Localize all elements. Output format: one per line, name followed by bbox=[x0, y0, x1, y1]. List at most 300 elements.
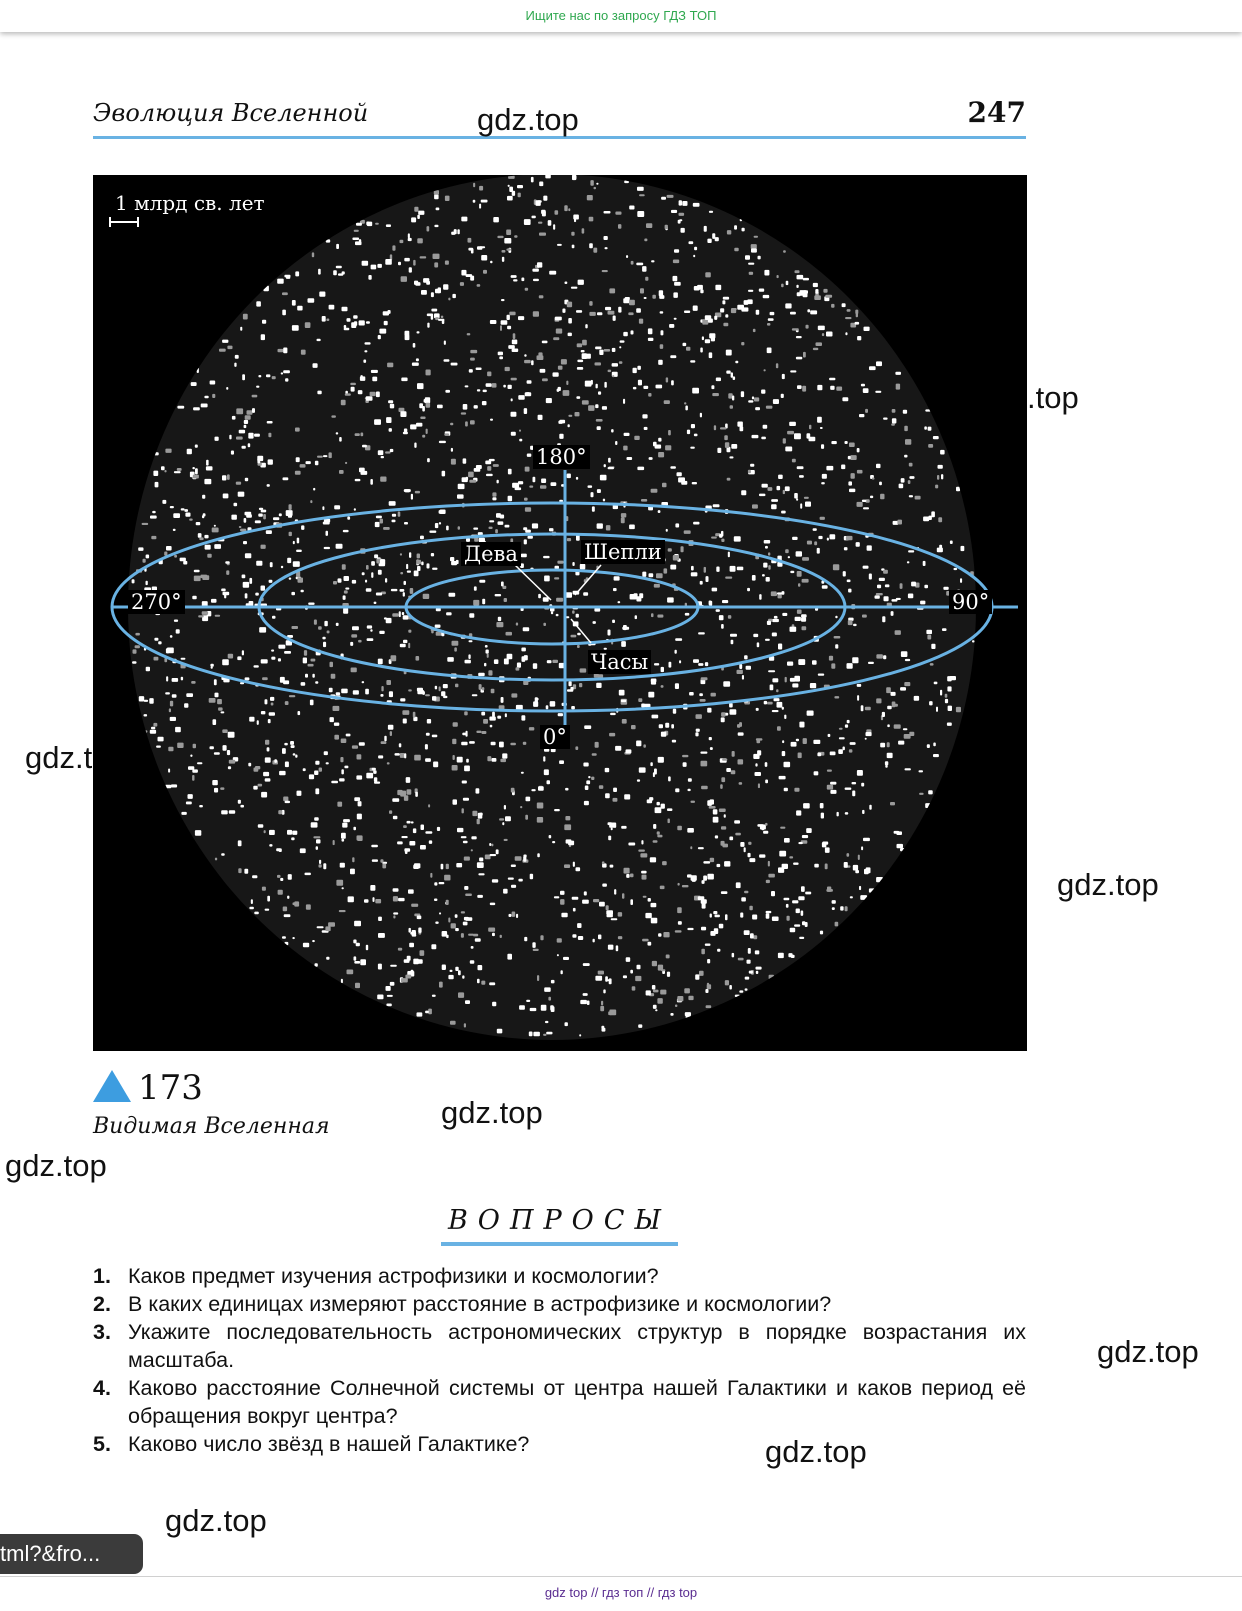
galaxy-dot bbox=[462, 781, 467, 784]
galaxy-dot bbox=[521, 278, 524, 282]
galaxy-dot bbox=[142, 523, 149, 525]
galaxy-dot bbox=[835, 644, 838, 648]
galaxy-dot bbox=[483, 719, 488, 724]
galaxy-dot bbox=[352, 238, 359, 241]
galaxy-dot bbox=[711, 537, 717, 539]
galaxy-dot bbox=[378, 659, 383, 665]
galaxy-dot bbox=[876, 877, 882, 882]
galaxy-dot bbox=[297, 306, 302, 311]
galaxy-dot bbox=[719, 615, 724, 620]
galaxy-dot bbox=[401, 836, 407, 838]
galaxy-dot bbox=[403, 592, 405, 597]
galaxy-dot bbox=[557, 244, 562, 246]
galaxy-dot bbox=[850, 896, 853, 898]
galaxy-dot bbox=[457, 828, 463, 832]
galaxy-dot bbox=[674, 249, 679, 253]
galaxy-dot bbox=[199, 805, 203, 807]
galaxy-dot bbox=[423, 594, 430, 599]
galaxy-dot bbox=[584, 725, 591, 729]
galaxy-dot bbox=[856, 542, 860, 547]
galaxy-dot bbox=[389, 691, 393, 697]
galaxy-dot bbox=[439, 441, 446, 443]
galaxy-dot bbox=[723, 323, 728, 327]
galaxy-dot bbox=[401, 978, 408, 982]
galaxy-dot bbox=[731, 309, 736, 313]
galaxy-dot bbox=[479, 684, 482, 690]
galaxy-dot bbox=[437, 405, 443, 409]
galaxy-dot bbox=[608, 311, 615, 315]
galaxy-dot bbox=[919, 793, 924, 795]
questions-heading: ВОПРОСЫ bbox=[441, 1205, 678, 1246]
galaxy-dot bbox=[726, 371, 730, 374]
galaxy-dot bbox=[857, 448, 860, 452]
galaxy-dot bbox=[662, 483, 667, 488]
galaxy-dot bbox=[698, 896, 705, 900]
galaxy-dot bbox=[802, 626, 807, 630]
galaxy-dot bbox=[464, 711, 468, 715]
questions-list bbox=[93, 1262, 1026, 1458]
galaxy-dot bbox=[443, 284, 448, 290]
galaxy-dot bbox=[384, 321, 388, 325]
galaxy-dot bbox=[614, 889, 616, 895]
galaxy-dot bbox=[164, 470, 166, 472]
galaxy-dot bbox=[492, 492, 496, 496]
galaxy-dot bbox=[738, 958, 744, 961]
galaxy-dot bbox=[870, 496, 873, 499]
galaxy-dot bbox=[470, 960, 475, 963]
galaxy-dot bbox=[345, 393, 351, 395]
galaxy-dot bbox=[876, 361, 882, 366]
galaxy-dot bbox=[559, 420, 565, 424]
galaxy-dot bbox=[341, 739, 347, 744]
galaxy-dot bbox=[505, 816, 511, 821]
galaxy-dot bbox=[393, 912, 398, 914]
galaxy-dot bbox=[821, 482, 825, 484]
galaxy-dot bbox=[386, 1004, 391, 1007]
galaxy-dot bbox=[185, 513, 190, 517]
galaxy-dot bbox=[540, 369, 546, 373]
galaxy-dot bbox=[512, 191, 515, 196]
galaxy-dot bbox=[748, 948, 751, 954]
galaxy-dot bbox=[839, 728, 843, 730]
galaxy-dot bbox=[768, 318, 774, 321]
galaxy-dot bbox=[439, 882, 445, 884]
galaxy-dot bbox=[798, 842, 802, 844]
galaxy-dot bbox=[248, 763, 251, 767]
galaxy-dot bbox=[270, 562, 273, 567]
galaxy-dot bbox=[940, 690, 942, 696]
galaxy-dot bbox=[263, 772, 269, 776]
galaxy-dot bbox=[656, 385, 663, 389]
galaxy-dot bbox=[593, 899, 599, 902]
galaxy-dot bbox=[193, 407, 200, 410]
galaxy-dot bbox=[221, 589, 226, 592]
galaxy-dot bbox=[827, 538, 829, 541]
galaxy-dot bbox=[168, 747, 173, 751]
galaxy-dot bbox=[928, 516, 932, 520]
galaxy-dot bbox=[444, 875, 450, 881]
galaxy-dot bbox=[390, 449, 394, 452]
galaxy-dot bbox=[532, 942, 535, 948]
galaxy-dot bbox=[289, 578, 292, 580]
galaxy-dot bbox=[847, 853, 850, 857]
galaxy-dot bbox=[493, 464, 499, 467]
galaxy-dot bbox=[461, 933, 464, 938]
galaxy-dot bbox=[508, 469, 512, 475]
galaxy-dot bbox=[399, 611, 401, 617]
galaxy-dot bbox=[236, 437, 243, 440]
galaxy-dot bbox=[559, 760, 564, 764]
galaxy-dot bbox=[261, 510, 267, 513]
galaxy-dot bbox=[426, 733, 430, 736]
galaxy-dot bbox=[650, 762, 652, 766]
galaxy-dot bbox=[561, 359, 567, 364]
galaxy-dot bbox=[903, 728, 908, 730]
galaxy-dot bbox=[456, 560, 459, 564]
galaxy-dot bbox=[643, 896, 647, 898]
galaxy-dot bbox=[790, 312, 796, 315]
url-chip[interactable]: tml?&fro... bbox=[0, 1534, 143, 1574]
galaxy-dot bbox=[500, 759, 506, 762]
galaxy-dot bbox=[882, 616, 885, 622]
galaxy-dot bbox=[675, 638, 682, 641]
galaxy-dot bbox=[713, 504, 720, 507]
galaxy-dot bbox=[226, 387, 228, 390]
galaxy-dot bbox=[326, 319, 329, 322]
galaxy-dot bbox=[334, 723, 339, 726]
galaxy-dot bbox=[330, 717, 334, 722]
galaxy-dot bbox=[891, 423, 895, 425]
galaxy-dot bbox=[748, 290, 753, 292]
galaxy-dot bbox=[217, 699, 222, 704]
galaxy-dot bbox=[442, 965, 446, 971]
galaxy-dot bbox=[210, 381, 216, 385]
galaxy-dot bbox=[477, 284, 481, 287]
galaxy-dot bbox=[346, 734, 351, 737]
galaxy-dot bbox=[721, 712, 725, 716]
galaxy-dot bbox=[311, 822, 318, 827]
galaxy-dot bbox=[425, 1011, 429, 1014]
galaxy-dot bbox=[400, 572, 403, 574]
galaxy-dot bbox=[675, 523, 679, 527]
galaxy-dot bbox=[758, 256, 761, 260]
galaxy-dot bbox=[663, 932, 669, 937]
question-2 bbox=[93, 1290, 1026, 1318]
galaxy-dot bbox=[256, 301, 261, 306]
galaxy-dot bbox=[725, 442, 729, 448]
galaxy-dot bbox=[174, 471, 181, 473]
galaxy-dot bbox=[787, 916, 790, 921]
galaxy-dot bbox=[869, 366, 876, 370]
galaxy-dot bbox=[374, 777, 377, 782]
galaxy-dot bbox=[763, 831, 768, 834]
galaxy-dot bbox=[404, 522, 408, 525]
galaxy-dot bbox=[709, 601, 712, 606]
galaxy-dot bbox=[923, 517, 929, 522]
galaxy-dot bbox=[790, 627, 797, 632]
galaxy-dot bbox=[341, 400, 346, 406]
galaxy-dot bbox=[924, 585, 928, 589]
galaxy-dot bbox=[400, 644, 406, 647]
galaxy-dot bbox=[461, 412, 466, 414]
galaxy-dot bbox=[511, 412, 517, 417]
galaxy-dot bbox=[488, 928, 495, 932]
galaxy-dot bbox=[199, 537, 203, 540]
galaxy-dot bbox=[192, 769, 198, 772]
galaxy-dot bbox=[152, 511, 156, 513]
galaxy-dot bbox=[568, 424, 570, 427]
galaxy-dot bbox=[549, 271, 556, 275]
galaxy-dot bbox=[624, 446, 626, 448]
galaxy-dot bbox=[557, 389, 560, 392]
galaxy-dot bbox=[506, 249, 511, 251]
galaxy-dot bbox=[735, 361, 738, 363]
watermark: gdz.top bbox=[1097, 1334, 1199, 1369]
galaxy-dot bbox=[139, 696, 144, 701]
galaxy-dot bbox=[855, 870, 859, 873]
galaxy-dot bbox=[482, 401, 487, 405]
galaxy-dot bbox=[192, 775, 194, 781]
galaxy-dot bbox=[378, 933, 385, 938]
galaxy-dot bbox=[701, 761, 708, 767]
galaxy-dot bbox=[898, 741, 904, 745]
galaxy-dot bbox=[283, 680, 289, 684]
galaxy-dot bbox=[513, 279, 517, 281]
galaxy-dot bbox=[954, 568, 958, 570]
galaxy-dot bbox=[630, 970, 633, 974]
bottom-bar bbox=[0, 1576, 1242, 1611]
galaxy-dot bbox=[441, 316, 444, 318]
galaxy-dot bbox=[770, 685, 774, 691]
galaxy-dot bbox=[653, 824, 656, 829]
galaxy-dot bbox=[670, 355, 676, 358]
galaxy-dot bbox=[385, 578, 387, 583]
galaxy-dot bbox=[461, 217, 467, 222]
galaxy-dot bbox=[312, 940, 315, 942]
galaxy-dot bbox=[538, 352, 542, 357]
galaxy-dot bbox=[512, 483, 519, 488]
galaxy-dot bbox=[283, 907, 287, 912]
galaxy-dot bbox=[428, 804, 430, 807]
galaxy-dot bbox=[639, 767, 646, 772]
galaxy-dot bbox=[766, 880, 770, 883]
galaxy-dot bbox=[490, 419, 493, 421]
galaxy-dot bbox=[384, 736, 386, 742]
galaxy-dot bbox=[206, 460, 209, 466]
galaxy-dot bbox=[765, 823, 767, 826]
galaxy-dot bbox=[926, 630, 932, 634]
galaxy-dot bbox=[634, 436, 639, 440]
galaxy-dot bbox=[807, 711, 814, 716]
galaxy-dot bbox=[746, 666, 751, 670]
galaxy-dot bbox=[849, 749, 853, 752]
galaxy-dot bbox=[496, 622, 503, 627]
galaxy-dot bbox=[684, 402, 686, 404]
galaxy-dot bbox=[645, 277, 648, 281]
galaxy-dot bbox=[244, 869, 248, 874]
galaxy-dot bbox=[426, 429, 428, 434]
galaxy-dot bbox=[529, 1032, 533, 1037]
galaxy-dot bbox=[441, 864, 444, 870]
galaxy-dot bbox=[360, 376, 365, 381]
galaxy-dot bbox=[390, 731, 392, 736]
galaxy-dot bbox=[552, 841, 555, 843]
galaxy-dot bbox=[458, 970, 461, 975]
galaxy-dot bbox=[611, 429, 614, 432]
galaxy-dot bbox=[778, 595, 782, 599]
galaxy-dot bbox=[794, 493, 798, 499]
galaxy-dot bbox=[865, 707, 871, 711]
galaxy-dot bbox=[896, 831, 902, 835]
galaxy-dot bbox=[638, 1024, 642, 1028]
galaxy-dot bbox=[814, 541, 817, 545]
galaxy-dot bbox=[244, 420, 248, 424]
galaxy-dot bbox=[507, 654, 513, 660]
galaxy-dot bbox=[597, 489, 601, 493]
galaxy-dot bbox=[435, 922, 438, 924]
galaxy-dot bbox=[425, 694, 430, 696]
galaxy-dot bbox=[289, 695, 295, 697]
galaxy-dot bbox=[583, 592, 588, 596]
galaxy-dot bbox=[728, 615, 731, 619]
galaxy-dot bbox=[585, 786, 589, 791]
galaxy-dot bbox=[366, 945, 368, 951]
galaxy-dot bbox=[584, 801, 589, 805]
galaxy-dot bbox=[212, 780, 218, 785]
galaxy-dot bbox=[484, 663, 486, 667]
galaxy-dot bbox=[700, 752, 707, 754]
galaxy-dot bbox=[265, 757, 271, 762]
galaxy-dot bbox=[284, 914, 291, 917]
galaxy-dot bbox=[557, 954, 559, 956]
galaxy-dot bbox=[463, 922, 468, 926]
galaxy-dot bbox=[426, 370, 431, 376]
galaxy-dot bbox=[354, 921, 361, 926]
galaxy-dot bbox=[479, 204, 481, 209]
galaxy-dot bbox=[283, 477, 289, 480]
galaxy-dot bbox=[525, 288, 528, 291]
figure-marker-icon bbox=[93, 1070, 131, 1102]
galaxy-dot bbox=[623, 332, 628, 336]
galaxy-dot bbox=[551, 1006, 555, 1012]
galaxy-dot bbox=[371, 845, 378, 847]
galaxy-dot bbox=[794, 433, 801, 439]
galaxy-dot bbox=[734, 820, 740, 823]
bottom-links[interactable]: gdz top // гдз топ // гдз top bbox=[544, 1585, 698, 1600]
galaxy-dot bbox=[366, 396, 373, 401]
galaxy-dot bbox=[572, 562, 574, 566]
galaxy-dot bbox=[483, 270, 487, 274]
galaxy-dot bbox=[161, 466, 165, 470]
galaxy-dot bbox=[317, 339, 321, 341]
galaxy-dot bbox=[767, 348, 772, 354]
galaxy-dot bbox=[802, 579, 809, 583]
galaxy-dot bbox=[596, 384, 598, 389]
galaxy-dot bbox=[434, 262, 438, 267]
galaxy-dot bbox=[508, 878, 514, 880]
galaxy-dot bbox=[747, 299, 752, 304]
galaxy-dot bbox=[931, 644, 935, 649]
galaxy-dot bbox=[173, 513, 180, 518]
galaxy-dot bbox=[564, 864, 570, 868]
galaxy-dot bbox=[816, 342, 823, 346]
galaxy-dot bbox=[797, 275, 804, 280]
galaxy-dot bbox=[636, 741, 641, 747]
galaxy-dot bbox=[473, 600, 479, 606]
galaxy-dot bbox=[339, 437, 342, 442]
galaxy-dot bbox=[666, 377, 668, 382]
galaxy-dot bbox=[370, 629, 372, 632]
galaxy-dot bbox=[892, 599, 898, 602]
galaxy-dot bbox=[820, 803, 824, 808]
galaxy-dot bbox=[530, 1008, 537, 1011]
galaxy-dot bbox=[434, 882, 437, 885]
galaxy-dot bbox=[434, 225, 438, 227]
galaxy-dot bbox=[417, 916, 422, 920]
galaxy-dot bbox=[426, 403, 431, 408]
galaxy-dot bbox=[908, 550, 914, 552]
galaxy-dot bbox=[612, 348, 616, 352]
galaxy-dot bbox=[497, 236, 503, 238]
galaxy-dot bbox=[408, 238, 412, 241]
galaxy-dot bbox=[516, 914, 518, 918]
galaxy-dot bbox=[608, 630, 611, 636]
galaxy-dot bbox=[715, 237, 719, 241]
galaxy-dot bbox=[345, 462, 347, 464]
galaxy-dot bbox=[602, 406, 607, 410]
galaxy-dot bbox=[281, 372, 283, 374]
galaxy-dot bbox=[554, 809, 560, 811]
galaxy-dot bbox=[619, 361, 623, 364]
galaxy-dot bbox=[465, 1000, 470, 1004]
galaxy-dot bbox=[707, 800, 712, 806]
galaxy-dot bbox=[176, 629, 180, 633]
galaxy-dot bbox=[431, 309, 437, 312]
galaxy-dot bbox=[812, 660, 817, 665]
galaxy-dot bbox=[222, 729, 227, 733]
galaxy-dot bbox=[602, 861, 605, 864]
galaxy-dot bbox=[713, 911, 717, 914]
galaxy-dot bbox=[181, 508, 185, 510]
galaxy-dot bbox=[715, 835, 718, 838]
galaxy-dot bbox=[546, 398, 552, 403]
galaxy-dot bbox=[195, 445, 198, 448]
galaxy-dot bbox=[511, 432, 516, 436]
galaxy-dot bbox=[636, 263, 643, 266]
galaxy-dot bbox=[463, 798, 469, 801]
galaxy-dot bbox=[457, 494, 464, 498]
galaxy-dot bbox=[393, 896, 398, 901]
galaxy-dot bbox=[366, 773, 373, 779]
galaxy-dot bbox=[150, 730, 156, 734]
galaxy-dot bbox=[435, 523, 438, 528]
galaxy-dot bbox=[469, 480, 476, 483]
galaxy-dot bbox=[638, 850, 645, 852]
galaxy-dot bbox=[300, 848, 306, 853]
galaxy-dot bbox=[619, 690, 625, 696]
galaxy-dot bbox=[701, 677, 708, 680]
galaxy-dot bbox=[577, 923, 581, 928]
galaxy-dot bbox=[725, 914, 728, 920]
question-text: Каков предмет изучения астрофизики и космологии? bbox=[128, 1264, 659, 1288]
galaxy-dot bbox=[897, 520, 902, 525]
galaxy-dot bbox=[820, 931, 823, 935]
galaxy-dot bbox=[315, 761, 319, 765]
galaxy-dot bbox=[618, 307, 621, 313]
galaxy-dot bbox=[492, 383, 497, 388]
galaxy-dot bbox=[637, 467, 644, 471]
galaxy-dot bbox=[285, 762, 289, 768]
